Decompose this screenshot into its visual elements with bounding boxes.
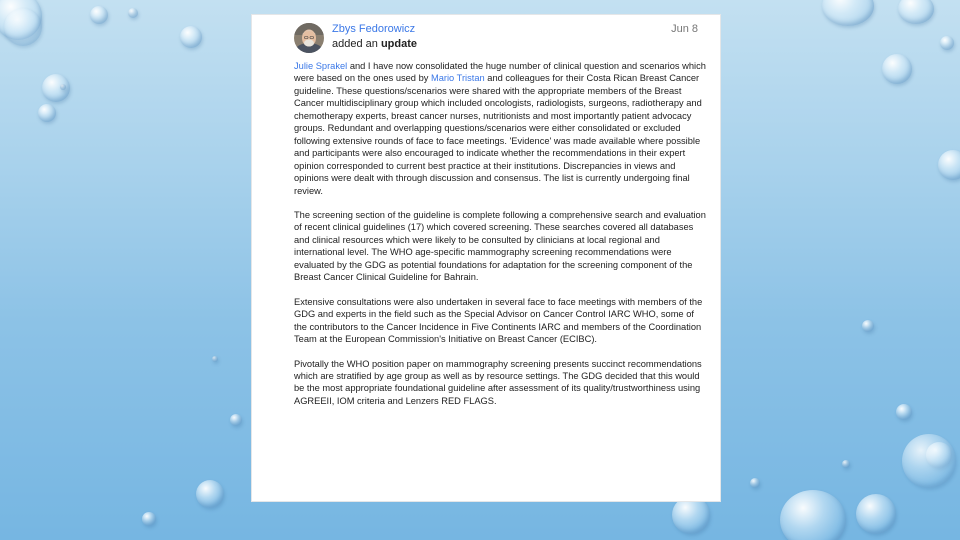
water-droplet: [672, 496, 710, 534]
action-update-link[interactable]: update: [380, 38, 418, 50]
post-date[interactable]: Jun 8: [671, 23, 698, 35]
water-droplet: [230, 414, 242, 426]
water-droplet: [750, 478, 760, 488]
water-droplet: [856, 494, 896, 534]
water-droplet: [60, 84, 66, 90]
paragraph-consultations: Extensive consultations were also undertaken in several face to face meetings with members of the GDG and experts in the field such as the Special Advisor on Cancer Control IARC WHO, some of the contributors to the Cancer Incidence in Five Continents IARC and members of the Coordination Team at the European Commission's Initiative on Breast Cancer (ECIBC).: [294, 296, 703, 345]
water-droplet: [128, 8, 138, 18]
water-droplet: [4, 8, 42, 46]
water-droplet: [780, 490, 846, 540]
water-droplet: [212, 356, 218, 362]
water-droplet: [902, 434, 956, 488]
action-prefix: added an: [332, 38, 378, 50]
paragraph-consolidation: [294, 60, 708, 197]
mention-link[interactable]: Julie Sprakel: [294, 61, 348, 71]
water-droplet: [862, 320, 874, 332]
paragraph-text: and I have now consolidated the huge number of clinical question and scenarios which were based on the ones used by: [294, 61, 706, 84]
water-droplet: [842, 460, 850, 468]
author-name-link[interactable]: Zbys Fedorowicz: [332, 23, 416, 35]
water-droplet: [38, 104, 56, 122]
mention-link[interactable]: Mario Tristan: [430, 73, 485, 84]
water-droplet: [142, 512, 156, 526]
water-droplet: [180, 26, 202, 48]
post-card: [252, 15, 720, 501]
water-droplet: [822, 0, 874, 26]
water-droplet: [90, 6, 108, 24]
water-droplet: [938, 150, 960, 180]
avatar-photo: [294, 23, 324, 53]
water-droplet: [882, 54, 912, 84]
paragraph-who-position: Pivotally the WHO position paper on mammography screening presents succinct recommendations which are stratified by age group as well as by resource settings. The GDG decided that this would be the most appropriate foundational guideline after assessment of its quality/trustworthiness using AGREEII, IOM criteria and Lenzers RED FLAGS.: [294, 358, 702, 406]
post-body: [294, 60, 708, 419]
post-action: [332, 38, 417, 50]
paragraph-text: and colleagues for their Costa Rican Breast Cancer guideline. These questions/scenarios were shared with the appropriate members of the Breast Cancer multidisciplinary group which included oncologists, radiologists, surgeons, radiotherapy and chemotherapy experts, breast cancer nurses, nutritionists and most importantly patient advocacy groups. Redundant and overlapping questions/scenarios were either consolidated or excluded following extensive rounds of face to face meetings. 'Evidence' was made available where possible and participants were also encouraged to indicate whether the recommendations in their expert opinion corresponded to current best practice at their institutions. Discrepancies in views and opinions were dealt with through discussion and consensus. The list is currently undergoing final review.: [294, 73, 702, 196]
water-droplet: [940, 36, 954, 50]
water-droplet: [898, 0, 934, 24]
author-avatar[interactable]: [294, 23, 324, 53]
water-droplet: [196, 480, 224, 508]
water-droplet: [896, 404, 912, 420]
paragraph-screening: The screening section of the guideline is complete following a comprehensive search and evaluation of recent clinical guidelines (17) which covered screening. These searches covered all databases and clinical resources which were likely to be consulted by clinicians at local regional and international level. The WHO age-specific mammography screening recommendations were evaluated by the GDG as potential foundations for adaptation for the screening component of the Breast Cancer Clinical Guideline for Bahrain.: [294, 209, 706, 283]
